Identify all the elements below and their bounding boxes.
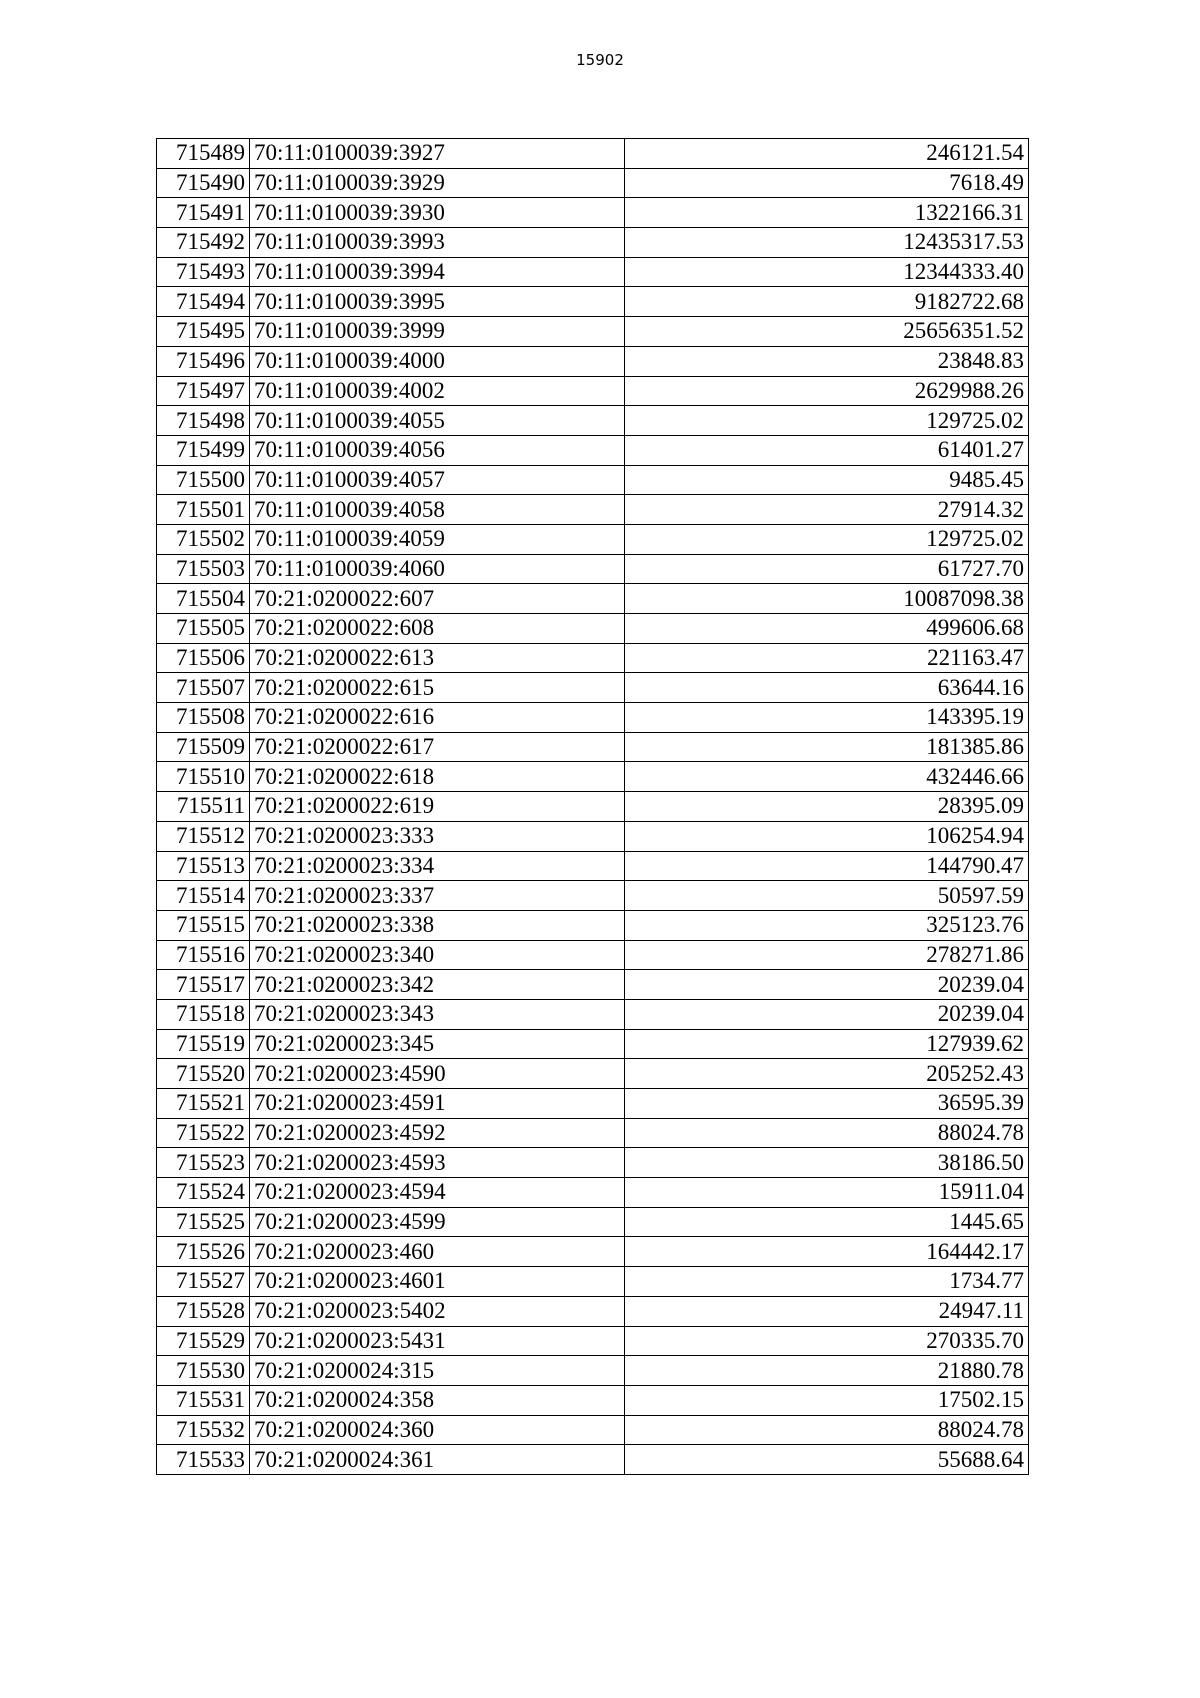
table-row: [157, 198, 1029, 228]
value-cell: 20239.04: [625, 999, 1029, 1029]
table-row: [157, 524, 1029, 554]
row-number-cell: 715526: [157, 1237, 250, 1267]
table-row: [157, 139, 1029, 169]
row-number-cell: 715531: [157, 1385, 250, 1415]
table-row: [157, 228, 1029, 258]
table-row: [157, 376, 1029, 406]
value-cell: 23848.83: [625, 346, 1029, 376]
cadastral-number-cell: 70:11:0100039:3993: [250, 228, 625, 258]
cadastral-number-cell: 70:21:0200023:5402: [250, 1296, 625, 1326]
table-row: [157, 703, 1029, 733]
row-number-cell: 715533: [157, 1445, 250, 1475]
cadastral-number-cell: 70:11:0100039:4002: [250, 376, 625, 406]
cadastral-number-cell: 70:21:0200023:334: [250, 851, 625, 881]
cadastral-number-cell: 70:21:0200022:608: [250, 614, 625, 644]
value-cell: 205252.43: [625, 1059, 1029, 1089]
row-number-cell: 715496: [157, 346, 250, 376]
table-row: [157, 1267, 1029, 1297]
cadastral-number-cell: 70:21:0200022:613: [250, 643, 625, 673]
value-cell: 88024.78: [625, 1415, 1029, 1445]
value-cell: 432446.66: [625, 762, 1029, 792]
cadastral-number-cell: 70:21:0200023:333: [250, 821, 625, 851]
value-cell: 127939.62: [625, 1029, 1029, 1059]
cadastral-number-cell: 70:21:0200023:343: [250, 999, 625, 1029]
row-number-cell: 715498: [157, 406, 250, 436]
value-cell: 181385.86: [625, 732, 1029, 762]
row-number-cell: 715490: [157, 168, 250, 198]
value-cell: 1734.77: [625, 1267, 1029, 1297]
value-cell: 38186.50: [625, 1148, 1029, 1178]
value-cell: 246121.54: [625, 139, 1029, 169]
value-cell: 88024.78: [625, 1118, 1029, 1148]
cadastral-number-cell: 70:21:0200023:338: [250, 910, 625, 940]
cadastral-number-cell: 70:21:0200022:618: [250, 762, 625, 792]
table-row: [157, 495, 1029, 525]
row-number-cell: 715492: [157, 228, 250, 258]
table-row: [157, 881, 1029, 911]
cadastral-number-cell: 70:11:0100039:4055: [250, 406, 625, 436]
table-row: [157, 287, 1029, 317]
value-cell: 143395.19: [625, 703, 1029, 733]
row-number-cell: 715494: [157, 287, 250, 317]
row-number-cell: 715501: [157, 495, 250, 525]
cadastral-number-cell: 70:21:0200023:342: [250, 970, 625, 1000]
cadastral-number-cell: 70:21:0200023:460: [250, 1237, 625, 1267]
row-number-cell: 715514: [157, 881, 250, 911]
table-row: [157, 1296, 1029, 1326]
value-cell: 129725.02: [625, 406, 1029, 436]
cadastral-number-cell: 70:11:0100039:3994: [250, 257, 625, 287]
value-cell: 21880.78: [625, 1356, 1029, 1386]
table-row: [157, 970, 1029, 1000]
value-cell: 61727.70: [625, 554, 1029, 584]
value-cell: 50597.59: [625, 881, 1029, 911]
cadastral-number-cell: 70:11:0100039:4060: [250, 554, 625, 584]
table-row: [157, 999, 1029, 1029]
row-number-cell: 715527: [157, 1267, 250, 1297]
table-row: [157, 821, 1029, 851]
row-number-cell: 715520: [157, 1059, 250, 1089]
table-row: [157, 1385, 1029, 1415]
value-cell: 24947.11: [625, 1296, 1029, 1326]
row-number-cell: 715497: [157, 376, 250, 406]
cadastral-number-cell: 70:21:0200023:4593: [250, 1148, 625, 1178]
table-row: [157, 1059, 1029, 1089]
table-row: [157, 584, 1029, 614]
row-number-cell: 715512: [157, 821, 250, 851]
row-number-cell: 715505: [157, 614, 250, 644]
cadastral-number-cell: 70:21:0200022:616: [250, 703, 625, 733]
cadastral-number-cell: 70:11:0100039:4000: [250, 346, 625, 376]
table-row: [157, 406, 1029, 436]
row-number-cell: 715524: [157, 1178, 250, 1208]
row-number-cell: 715493: [157, 257, 250, 287]
row-number-cell: 715523: [157, 1148, 250, 1178]
row-number-cell: 715513: [157, 851, 250, 881]
cadastral-number-cell: 70:21:0200024:315: [250, 1356, 625, 1386]
table-row: [157, 732, 1029, 762]
row-number-cell: 715530: [157, 1356, 250, 1386]
value-cell: 9485.45: [625, 465, 1029, 495]
row-number-cell: 715511: [157, 792, 250, 822]
value-cell: 20239.04: [625, 970, 1029, 1000]
value-cell: 499606.68: [625, 614, 1029, 644]
cadastral-number-cell: 70:21:0200022:615: [250, 673, 625, 703]
row-number-cell: 715510: [157, 762, 250, 792]
row-number-cell: 715518: [157, 999, 250, 1029]
cadastral-number-cell: 70:21:0200023:4591: [250, 1089, 625, 1119]
row-number-cell: 715489: [157, 139, 250, 169]
cadastral-number-cell: 70:21:0200023:345: [250, 1029, 625, 1059]
cadastral-number-cell: 70:21:0200022:619: [250, 792, 625, 822]
table-row: [157, 762, 1029, 792]
table-row: [157, 1029, 1029, 1059]
table-row: [157, 1207, 1029, 1237]
table-row: [157, 346, 1029, 376]
row-number-cell: 715509: [157, 732, 250, 762]
value-cell: 61401.27: [625, 435, 1029, 465]
table-row: [157, 1237, 1029, 1267]
row-number-cell: 715522: [157, 1118, 250, 1148]
value-cell: 17502.15: [625, 1385, 1029, 1415]
row-number-cell: 715516: [157, 940, 250, 970]
table-row: [157, 257, 1029, 287]
cadastral-number-cell: 70:21:0200023:337: [250, 881, 625, 911]
cadastral-number-cell: 70:21:0200023:4592: [250, 1118, 625, 1148]
cadastral-number-cell: 70:21:0200024:361: [250, 1445, 625, 1475]
table-row: [157, 673, 1029, 703]
table-row: [157, 1148, 1029, 1178]
cadastral-number-cell: 70:11:0100039:3929: [250, 168, 625, 198]
table-row: [157, 1118, 1029, 1148]
row-number-cell: 715528: [157, 1296, 250, 1326]
cadastral-number-cell: 70:21:0200022:617: [250, 732, 625, 762]
cadastral-number-cell: 70:21:0200023:5431: [250, 1326, 625, 1356]
cadastral-number-cell: 70:11:0100039:3927: [250, 139, 625, 169]
table-row: [157, 435, 1029, 465]
value-cell: 1322166.31: [625, 198, 1029, 228]
cadastral-number-cell: 70:21:0200024:358: [250, 1385, 625, 1415]
cadastral-number-cell: 70:11:0100039:3995: [250, 287, 625, 317]
table-row: [157, 910, 1029, 940]
table-row: [157, 554, 1029, 584]
table-row: [157, 1356, 1029, 1386]
cadastral-number-cell: 70:21:0200024:360: [250, 1415, 625, 1445]
table-row: [157, 614, 1029, 644]
row-number-cell: 715521: [157, 1089, 250, 1119]
value-cell: 15911.04: [625, 1178, 1029, 1208]
cadastral-number-cell: 70:21:0200023:340: [250, 940, 625, 970]
value-cell: 278271.86: [625, 940, 1029, 970]
row-number-cell: 715503: [157, 554, 250, 584]
table-row: [157, 792, 1029, 822]
table-row: [157, 1089, 1029, 1119]
row-number-cell: 715495: [157, 317, 250, 347]
value-cell: 164442.17: [625, 1237, 1029, 1267]
row-number-cell: 715506: [157, 643, 250, 673]
cadastral-number-cell: 70:11:0100039:3930: [250, 198, 625, 228]
row-number-cell: 715529: [157, 1326, 250, 1356]
row-number-cell: 715517: [157, 970, 250, 1000]
table-row: [157, 317, 1029, 347]
row-number-cell: 715507: [157, 673, 250, 703]
row-number-cell: 715532: [157, 1415, 250, 1445]
value-cell: 12344333.40: [625, 257, 1029, 287]
value-cell: 28395.09: [625, 792, 1029, 822]
value-cell: 63644.16: [625, 673, 1029, 703]
table-row: [157, 643, 1029, 673]
table-row: [157, 851, 1029, 881]
cadastral-number-cell: 70:21:0200023:4590: [250, 1059, 625, 1089]
value-cell: 27914.32: [625, 495, 1029, 525]
row-number-cell: 715525: [157, 1207, 250, 1237]
cadastral-number-cell: 70:21:0200023:4601: [250, 1267, 625, 1297]
cadastral-number-cell: 70:11:0100039:4057: [250, 465, 625, 495]
row-number-cell: 715508: [157, 703, 250, 733]
row-number-cell: 715504: [157, 584, 250, 614]
value-cell: 129725.02: [625, 524, 1029, 554]
value-cell: 36595.39: [625, 1089, 1029, 1119]
value-cell: 55688.64: [625, 1445, 1029, 1475]
table-row: [157, 465, 1029, 495]
cadastral-number-cell: 70:11:0100039:3999: [250, 317, 625, 347]
row-number-cell: 715500: [157, 465, 250, 495]
value-cell: 7618.49: [625, 168, 1029, 198]
row-number-cell: 715491: [157, 198, 250, 228]
table-row: [157, 1415, 1029, 1445]
table-row: [157, 1326, 1029, 1356]
value-cell: 144790.47: [625, 851, 1029, 881]
cadastral-number-cell: 70:21:0200022:607: [250, 584, 625, 614]
value-cell: 221163.47: [625, 643, 1029, 673]
page-number: 15902: [576, 51, 624, 69]
value-cell: 270335.70: [625, 1326, 1029, 1356]
row-number-cell: 715502: [157, 524, 250, 554]
value-cell: 1445.65: [625, 1207, 1029, 1237]
table-row: [157, 1445, 1029, 1475]
value-cell: 325123.76: [625, 910, 1029, 940]
row-number-cell: 715499: [157, 435, 250, 465]
row-number-cell: 715519: [157, 1029, 250, 1059]
table-body: [157, 139, 1029, 1475]
value-cell: 10087098.38: [625, 584, 1029, 614]
cadastral-number-cell: 70:21:0200023:4594: [250, 1178, 625, 1208]
table-row: [157, 1178, 1029, 1208]
value-cell: 2629988.26: [625, 376, 1029, 406]
cadastral-number-cell: 70:21:0200023:4599: [250, 1207, 625, 1237]
cadastral-number-cell: 70:11:0100039:4056: [250, 435, 625, 465]
data-table: [156, 138, 1029, 1475]
cadastral-number-cell: 70:11:0100039:4059: [250, 524, 625, 554]
value-cell: 106254.94: [625, 821, 1029, 851]
value-cell: 25656351.52: [625, 317, 1029, 347]
table-row: [157, 940, 1029, 970]
value-cell: 12435317.53: [625, 228, 1029, 258]
value-cell: 9182722.68: [625, 287, 1029, 317]
table-row: [157, 168, 1029, 198]
cadastral-number-cell: 70:11:0100039:4058: [250, 495, 625, 525]
row-number-cell: 715515: [157, 910, 250, 940]
